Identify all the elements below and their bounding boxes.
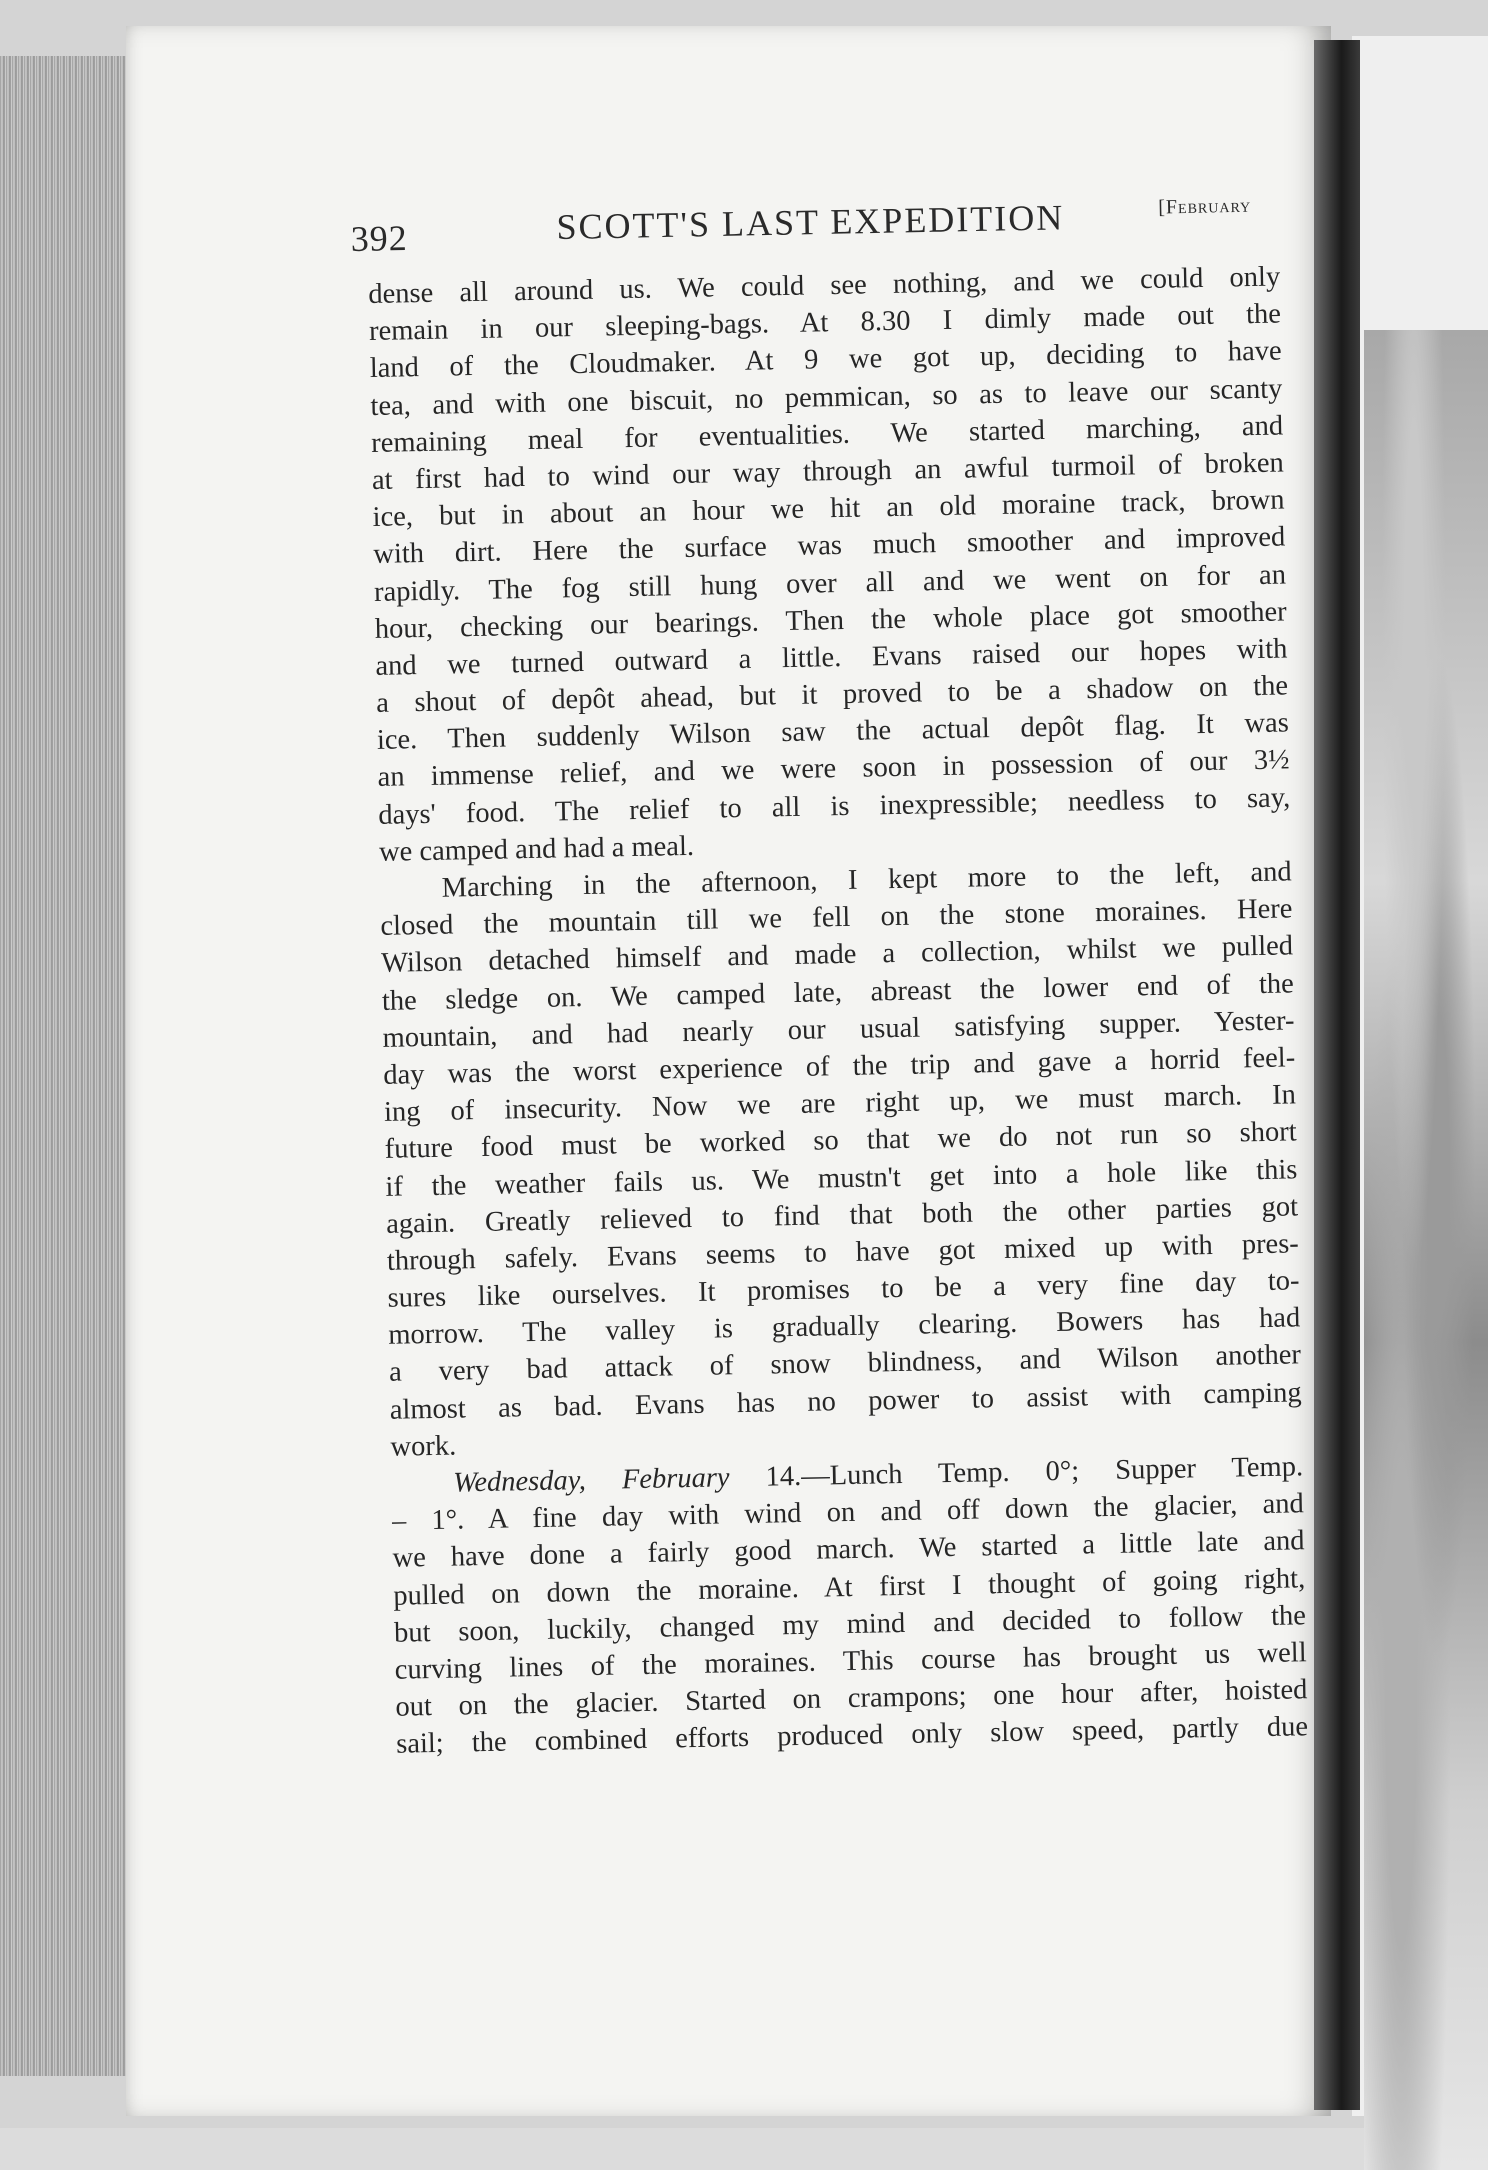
text-line: remaining meal for eventualities. We started marching, and [370,410,1284,459]
page-number: 392 [350,217,409,259]
text-line: tea, and with one biscuit, no pemmican, so as to leave our scanty [370,373,1283,422]
text-line: work. [390,1430,457,1463]
text-line: rapidly. The fog still hung over all and we went on for an [373,558,1287,608]
book-page-edges [0,56,134,2076]
running-month: [February [1158,194,1252,219]
text-line: sail; the combined efforts produced only slow speed, partly due [395,1711,1309,1761]
text-line: Marching in the afternoon, I kept more to the left, and [441,856,1292,904]
entry-date: Wednesday, February [452,1462,730,1499]
text-line: again. Greatly relieved to find that both the other parties got [385,1191,1299,1240]
book-gutter [1314,40,1360,2110]
text-line: future food must be worked so that we do not run so short [384,1116,1297,1166]
running-title: SCOTT'S LAST EXPEDITION [556,197,1065,248]
text-line: an immense relief, and we were soon in possession of our 3½ [377,744,1290,794]
text-line: closed the mountain till we fell on the stone moraines. Here [380,893,1293,943]
text-line: mountain, and had nearly our usual satisfying supper. Yester- [382,1005,1295,1054]
text-line: curving lines of the moraines. This course has brought us well [394,1637,1307,1686]
text-line: the sledge on. We camped late, abreast the lower end of the [381,967,1295,1017]
text-line: out on the glacier. Started on crampons; one hour after, hoisted [395,1674,1308,1723]
text-line: hour, checking our bearings. Then the whole place got smoother [374,596,1287,645]
text-line: if the weather fails us. We mustn't get into a hole like this [385,1153,1298,1203]
text-line: Wilson detached himself and made a collection, whilst we pulled [380,930,1294,980]
text-line: at first had to wind our way through an awful turmoil of broken [371,447,1285,496]
text-line: morrow. The valley is gradually clearing. Bowers has had [388,1302,1301,1352]
text-line: a shout of depôt ahead, but it proved to be a shadow on the [375,670,1289,719]
text-line: and we turned outward a little. Evans raised our hopes with [375,633,1288,682]
text-line: a very bad attack of snow blindness, and Wilson another [388,1339,1302,1389]
text-line: sures like ourselves. It promises to be a very fine day to- [387,1265,1300,1314]
text-line: we camped and had a meal. [378,830,695,868]
text-line: dense all around us. We could see nothing, and we could only [368,261,1281,310]
text-line: ice. Then suddenly Wilson saw the actual depôt flag. It was [376,707,1290,757]
entry-temps: 14.—Lunch Temp. 0°; Supper Temp. [765,1451,1304,1493]
text-line: day was the worst experience of the trip and gave a horrid feel- [383,1042,1296,1091]
text-line: with dirt. Here the surface was much smoother and improved [373,521,1286,571]
text-line: almost as bad. Evans has no power to assist with camping [389,1376,1302,1426]
body-text [368,258,1308,1763]
text-line: ing of insecurity. Now we are right up, we must march. In [383,1079,1297,1128]
text-line: ice, but in about an hour we hit an old moraine track, brown [372,484,1285,534]
text-line: through safely. Evans seems to have got mixed up with pres- [386,1228,1300,1277]
text-line: days' food. The relief to all is inexpressible; needless to say, [378,782,1291,831]
text-line: – 1°. A fine day with wind on and off down the glacier, and [391,1488,1305,1537]
text-line: we have done a fairly good march. We started a little late and [392,1525,1305,1575]
facing-photo-plate [1364,330,1488,2170]
text-line: land of the Cloudmaker. At 9 we got up, deciding to have [369,335,1282,385]
text-line: but soon, luckily, changed my mind and decided to follow the [393,1599,1307,1649]
text-line: pulled on down the moraine. At first I thought of going right, [393,1562,1306,1612]
text-line: remain in our sleeping-bags. At 8.30 I dimly made out the [368,298,1282,348]
